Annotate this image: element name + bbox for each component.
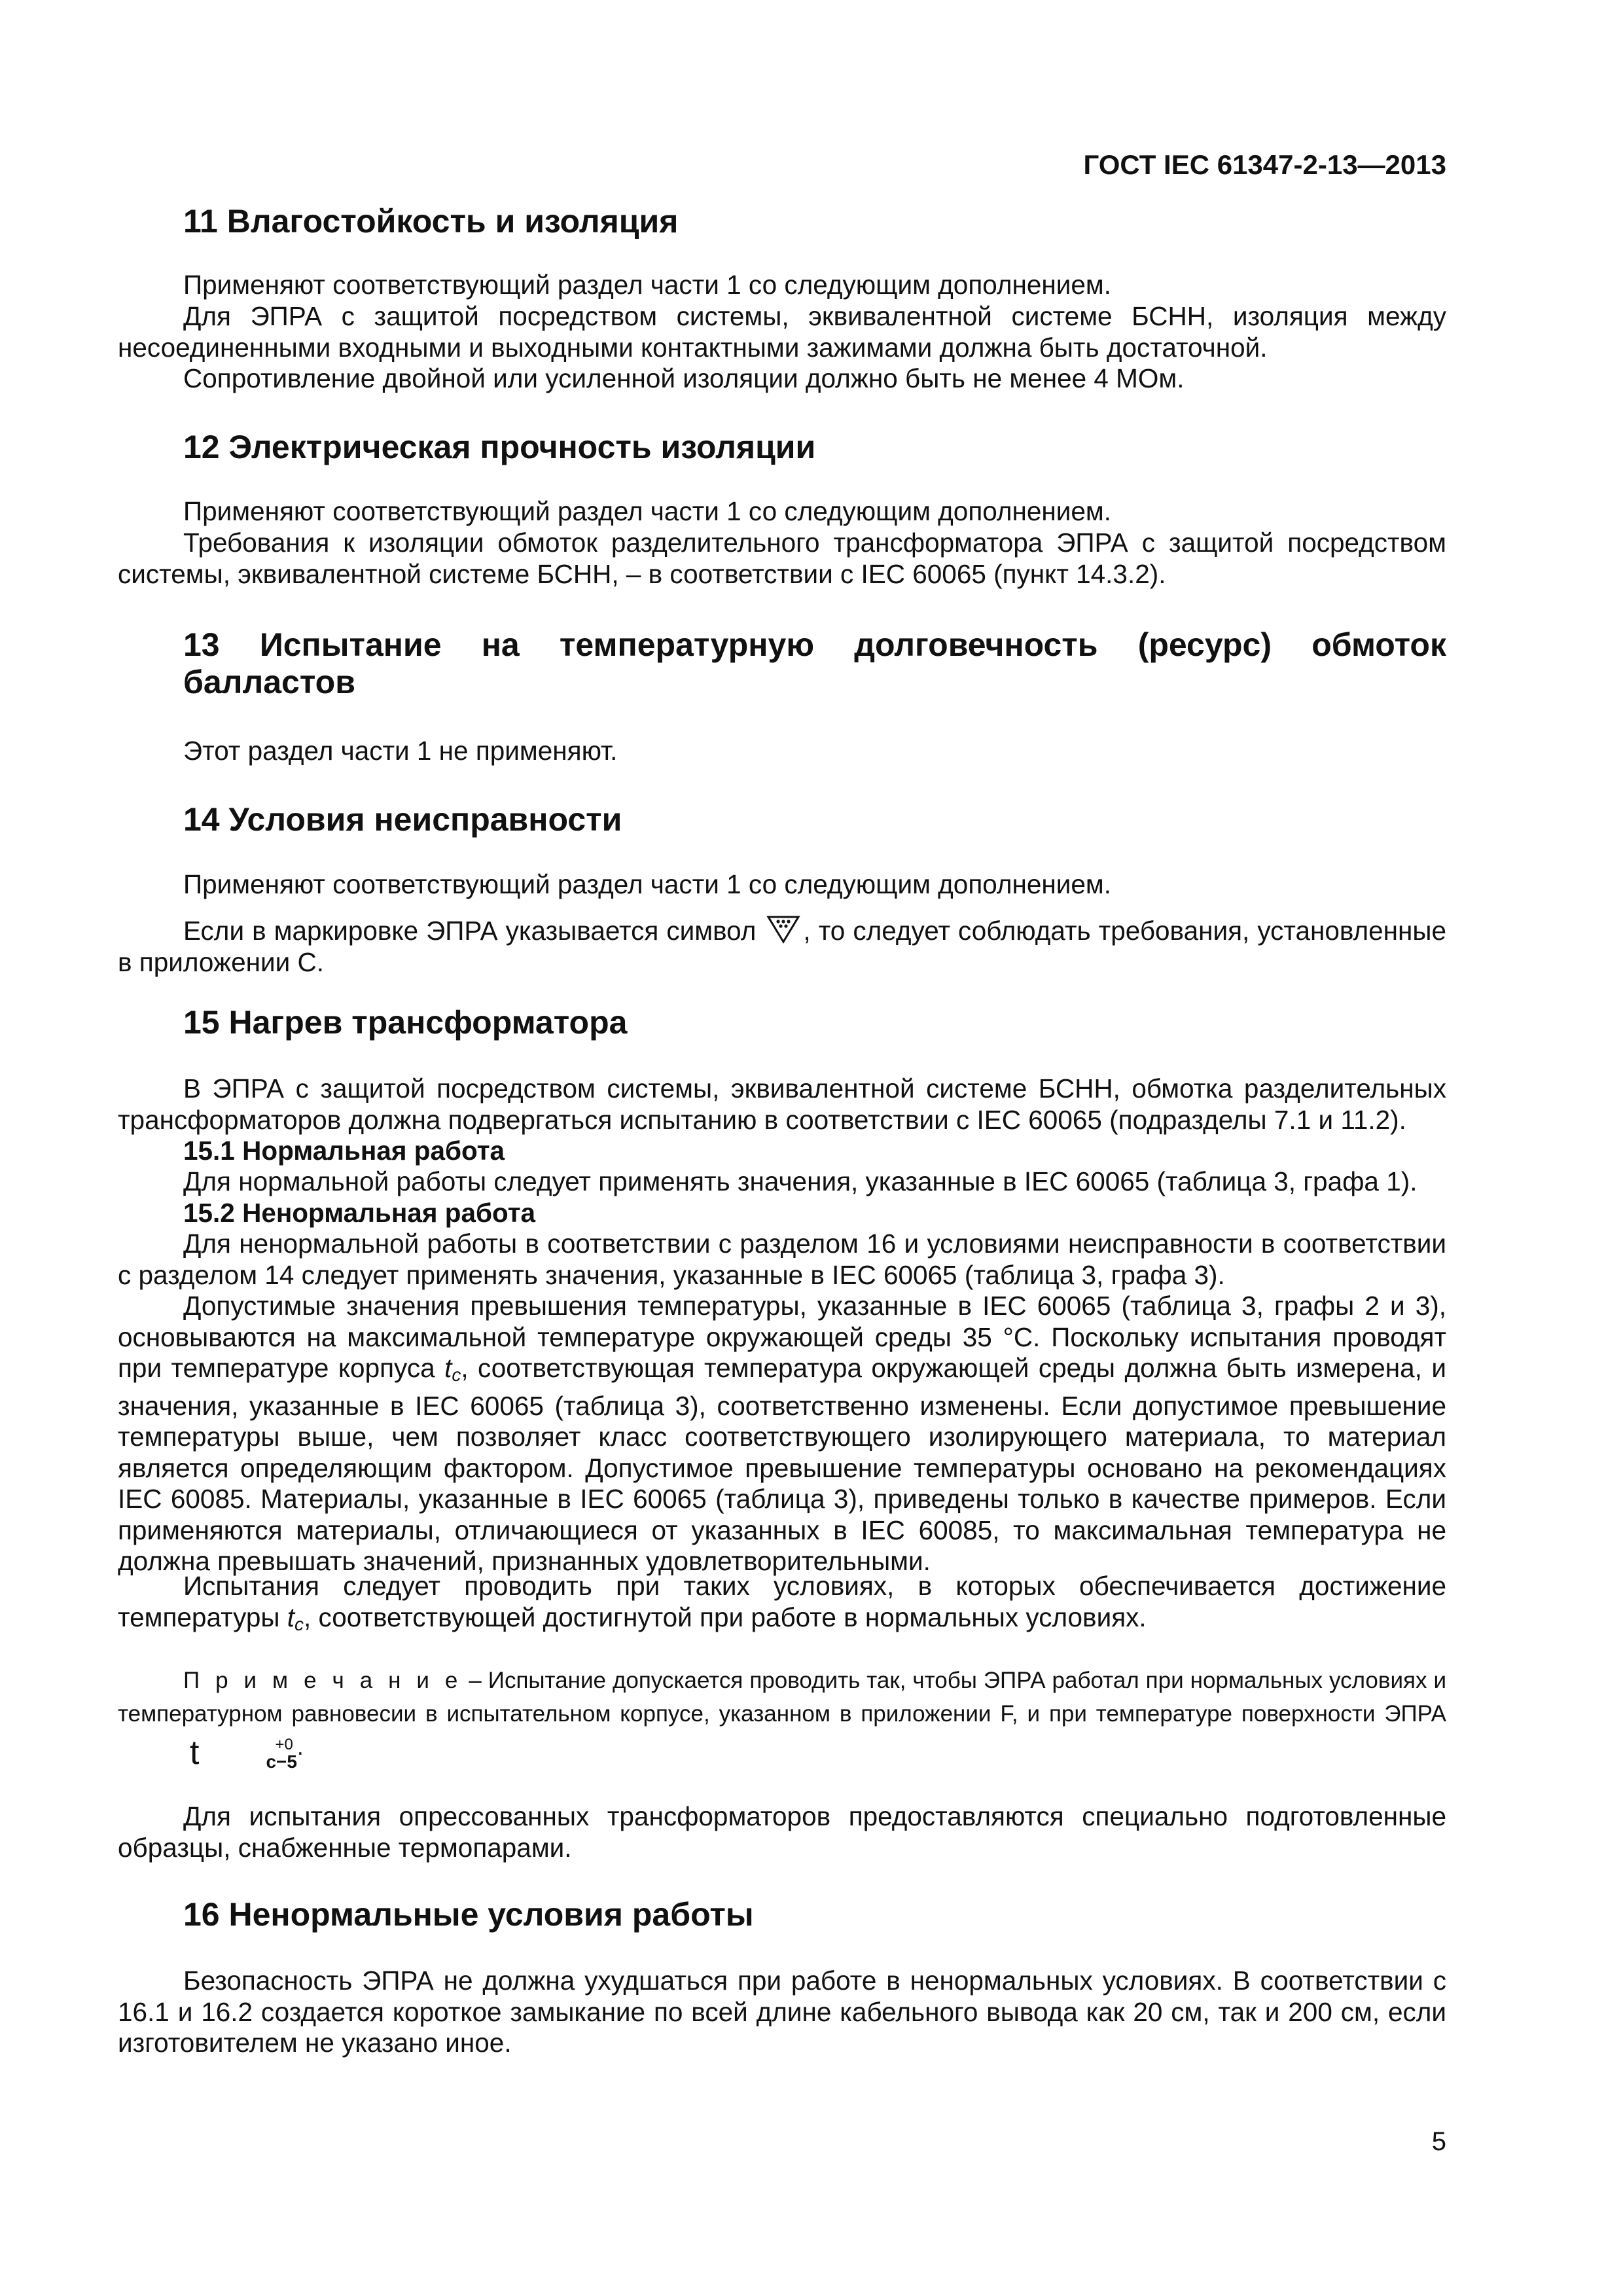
section-14-para-2 [118,915,1446,978]
note-text: – Испытание допускается проводить так, чтобы ЭПРА работал при нормальных условиях и температурном равновесии в испытательном корпусе, указанном в приложении F, и при температуре поверхности ЭПРА [118,1668,1446,1727]
section-14-para-2-before: Если в маркировке ЭПРА указывается символ [183,916,764,946]
section-15-para-1: В ЭПРА с защитой посредством системы, эквивалентной системе БСНН, обмотка разделительных трансформаторов должна подвергаться испытанию в соответствии с IEC 60065 (подразделы 7.1 и 11.2). [118,1073,1446,1135]
subsection-15-1-text: Для нормальной работы следует применять значения, указанные в IEC 60065 (таблица 3, графа 1). [183,1166,1418,1196]
section-11-para-3: Сопротивление двойной или усиленной изоляции должно быть не менее 4 МОм. [183,363,1185,393]
case-temperature-symbol: tc [444,1353,461,1385]
test-conditions-text-b: , соответствующей достигнутой при работе в нормальных условиях. [304,1602,1147,1632]
section-11-para-2: Для ЭПРА с защитой посредством системы, эквивалентной системе БСНН, изоляция между несоединенными входными и выходными контактными зажимами должна быть достаточной. [118,301,1446,363]
section-13-title-line-1: 13 Испытание на температурную долговечность (ресурс) обмоток [183,626,1446,663]
section-16-title: 16 Ненормальные условия работы [183,1896,754,1933]
section-15-last-para: Для испытания опрессованных трансформаторов предоставляются специально подготовленные образцы, снабженные термопарами. [118,1801,1446,1863]
note-label: П р и м е ч а н и е [183,1668,463,1693]
section-16-para-1: Безопасность ЭПРА не должна ухудшаться при работе в ненормальных условиях. В соответствии с 16.1 и 16.2 создается короткое замыкание по всей длине кабельного вывода как 20 см, так и 200 см, если изготовителем не указано иное. [118,1965,1446,2058]
section-11-title: 11 Влагостойкость и изоляция [183,203,679,240]
document-header-standard: ГОСТ IEC 61347-2-13—2013 [1083,149,1446,180]
section-15-test-conditions-para [118,1571,1446,1640]
surface-temperature-tolerance: t +0 c−5 [190,1734,297,1772]
section-13-title-line-2: балластов [183,664,355,700]
section-13-para-1: Этот раздел части 1 не применяют. [183,736,618,766]
subsection-15-1-title: 15.1 Нормальная работа [183,1136,505,1166]
overtemperature-triangle-icon [766,915,800,944]
test-conditions-text-a: Испытания следует проводить при таких условиях, в которых обеспечивается достижение температуры [118,1571,1446,1632]
section-14-para-2-after: , то следует соблюдать требования, установленные в приложении С. [118,916,1446,977]
case-temperature-symbol-2: tc [287,1602,304,1634]
section-12-title: 12 Электрическая прочность изоляции [183,429,816,465]
section-11-para-1: Применяют соответствующий раздел части 1 со следующим дополнением. [183,270,1112,300]
section-15-note [118,1664,1446,1770]
section-12-para-2: Требования к изоляции обмоток разделительного трансформатора ЭПРА с защитой посредством системы, эквивалентной системе БСНН, – в соответствии с IEC 60065 (пункт 14.3.2). [118,528,1446,589]
section-12-para-1: Применяют соответствующий раздел части 1 со следующим дополнением. [183,496,1112,526]
section-15-permissible-values-para [118,1291,1446,1577]
subsection-15-2-text: Для ненормальной работы в соответствии с разделом 16 и условиями неисправности в соответствии с разделом 14 следует применять значения, указанные в IEC 60065 (таблица 3, графа 3). [118,1229,1446,1290]
permissible-values-text-a: Допустимые значения превышения температуры, указанные в IEC 60065 (таблица 3, графы 2 и 3), основываются на максимальной температуре окружающей среды 35 °С. Поскольку испытания проводят при температуре корпуса [118,1291,1446,1383]
note-end: . [296,1734,304,1760]
section-15-title: 15 Нагрев трансформатора [183,1004,628,1041]
permissible-values-text-b: , соответствующая температура окружающей среды должна быть измерена, и значения, указанные в IEC 60065 (таблица 3), соответственно изменены. Если допустимое превышение температуры выше, чем позволяет класс соответствующего изолирующего материала, то материал является определяющим фактором. Допустимое превышение температуры основано на рекомендациях IEC 60085. Материалы, указанные в IEC 60065 (таблица 3), приведены только в качестве примеров. Если применяются материалы, отличающиеся от указанных в IEC 60085, то максимальная температура не должна превышать значений, признанных удовлетворительными. [118,1353,1446,1576]
subsection-15-2-title: 15.2 Ненормальная работа [183,1198,536,1228]
section-14-title: 14 Условия неисправности [183,801,622,838]
section-14-para-1: Применяют соответствующий раздел части 1 со следующим дополнением. [183,869,1112,899]
page-number: 5 [1431,2127,1446,2156]
